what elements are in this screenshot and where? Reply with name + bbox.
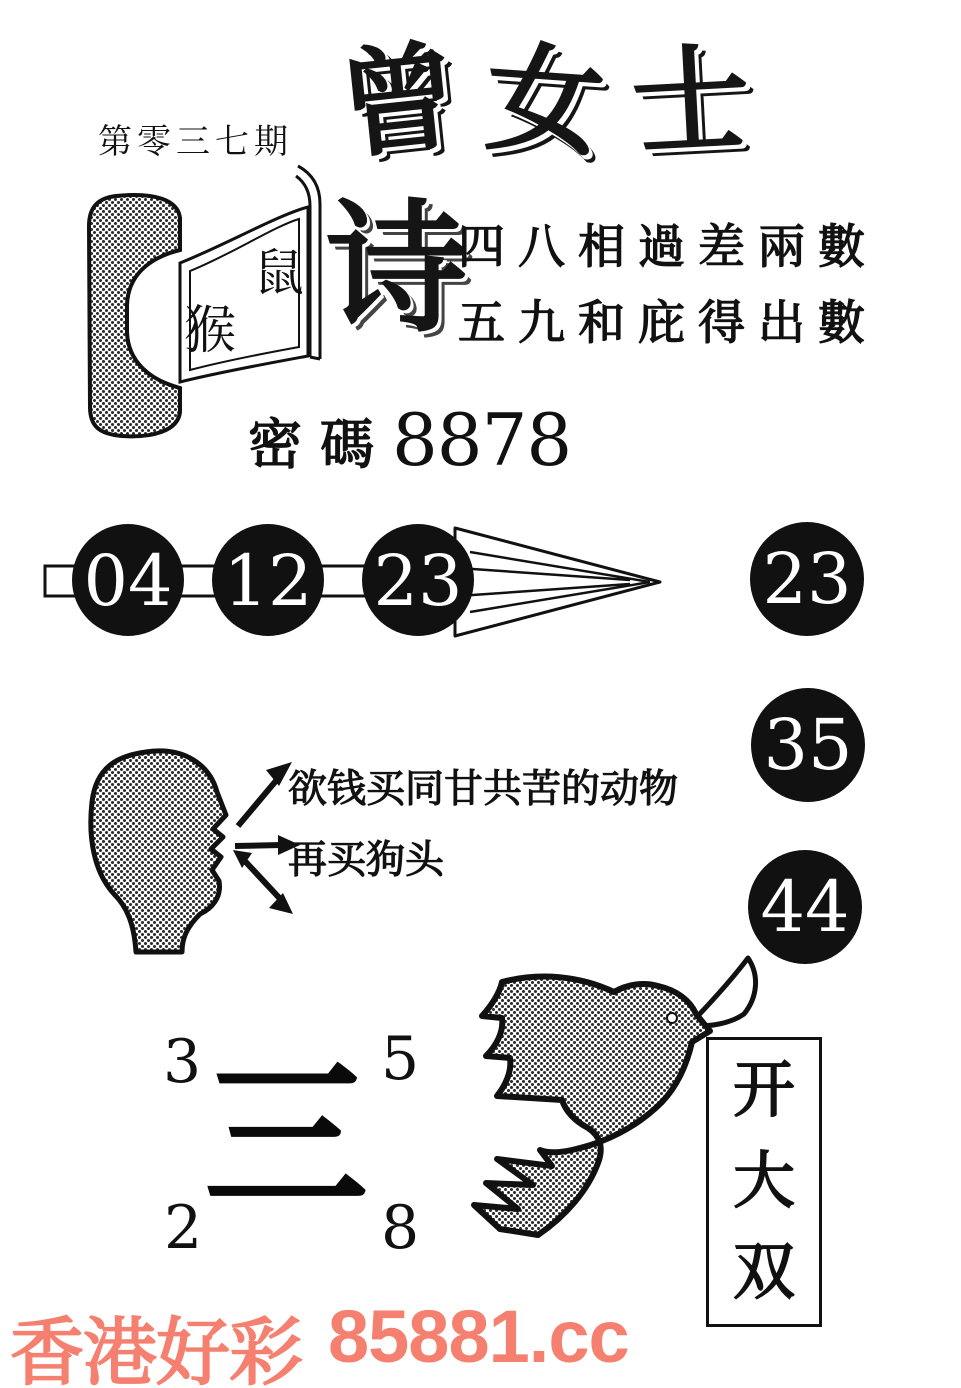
grid-number-bottom-left: 2 — [164, 1193, 203, 1263]
page-title — [333, 31, 754, 174]
speech-line-1: 欲钱买同甘共苦的动物 — [288, 768, 679, 811]
speech-line-2: 再买狗头 — [288, 839, 445, 882]
olive-branch-icon — [694, 958, 756, 1026]
title-char-3: 士 — [628, 34, 754, 171]
poem-line-1: 四八相過差兩數 — [458, 222, 878, 274]
footer-site: 85881.cc — [328, 1295, 629, 1378]
footer — [10, 1294, 629, 1388]
side-number-2: 35 — [763, 704, 853, 786]
big-three-character: 三 — [204, 1049, 369, 1230]
issue-number: 第零三七期 — [98, 124, 293, 161]
poem-line-2: 五九和庇得出數 — [458, 298, 878, 350]
title-char-2: 女 — [481, 33, 609, 172]
side-number-ball-1 — [750, 522, 864, 636]
result-box — [706, 1037, 822, 1327]
grid-number-top-left: 3 — [163, 1027, 202, 1097]
arrow-head — [455, 528, 660, 636]
password-row — [248, 398, 572, 482]
poem-lead-char: 诗 — [326, 191, 468, 349]
arrow-ball-2-number: 12 — [223, 540, 313, 622]
arrow-ball-1-number: 04 — [83, 540, 173, 622]
speaking-head-icon — [80, 740, 240, 960]
result-char-2: 大 — [732, 1147, 795, 1216]
side-number-1: 23 — [762, 538, 852, 620]
password-value: 8878 — [392, 398, 572, 482]
title-char-1: 曾 — [333, 31, 465, 174]
footer-brand: 香港好彩 — [10, 1311, 302, 1388]
grid-number-bottom-right: 8 — [381, 1193, 420, 1263]
number-arrow-diagram — [38, 512, 668, 652]
arrow-ball-3-number: 23 — [373, 540, 463, 622]
dove-eye — [667, 1013, 677, 1023]
password-label: 密碼 — [248, 414, 392, 475]
side-number-ball-2 — [751, 688, 865, 802]
grid-number-top-right: 5 — [381, 1024, 420, 1094]
side-number-3: 44 — [760, 866, 850, 948]
zodiac-monkey-char: 猴 — [184, 303, 237, 360]
result-char-3: 双 — [732, 1238, 795, 1307]
zodiac-rat-char: 鼠 — [254, 245, 304, 301]
result-char-1: 开 — [732, 1057, 795, 1126]
